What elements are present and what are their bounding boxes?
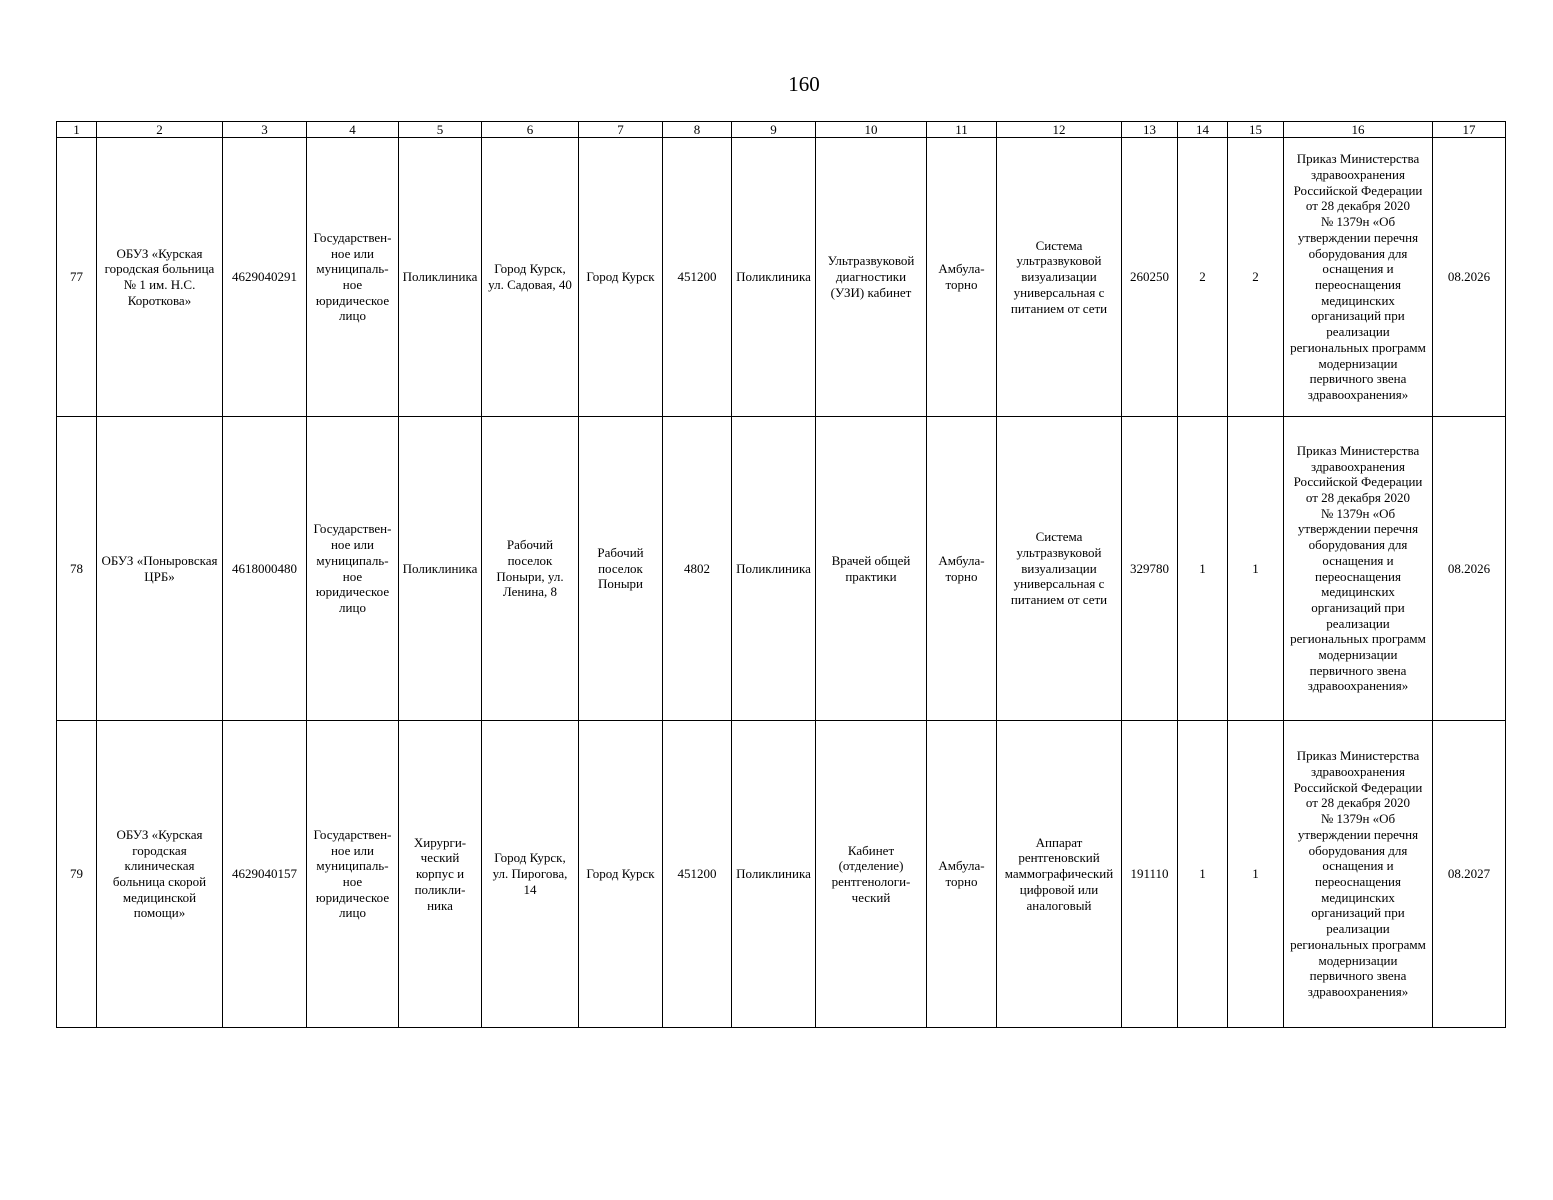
column-number-header: 11 bbox=[927, 122, 997, 138]
building-cell: Поликлиника bbox=[399, 417, 482, 721]
organization-cell: ОБУЗ «Курская городская клиническая больница скорой медицинской помощи» bbox=[97, 721, 223, 1028]
column-number-header: 12 bbox=[997, 122, 1122, 138]
date-cell: 08.2026 bbox=[1433, 138, 1506, 417]
settlement-cell: Город Курск bbox=[579, 138, 663, 417]
column-number-header: 15 bbox=[1228, 122, 1284, 138]
equipment-cell: Система ультразвуковой визуализации универсальная с питанием от сети bbox=[997, 138, 1122, 417]
building-cell: Поликлиника bbox=[399, 138, 482, 417]
building-cell: Хирурги- ческий корпус и поликли- ника bbox=[399, 721, 482, 1028]
unit-type-cell: Поликлиника bbox=[732, 138, 816, 417]
row-number-cell: 77 bbox=[57, 138, 97, 417]
inn-cell: 4629040291 bbox=[223, 138, 307, 417]
equipment-registry-table bbox=[56, 121, 1506, 1028]
department-cell: Врачей общей практики bbox=[816, 417, 927, 721]
column-number-row bbox=[57, 122, 1506, 138]
regulation-cell: Приказ Министерства здравоохранения Российской Федерации от 28 декабря 2020 № 1379н «Об утверждении перечня оборудования для оснащения и переоснащения медицинских организаций при реализации региональных программ модернизации первичного звена здравоохранения» bbox=[1284, 721, 1433, 1028]
quantity-cell: 2 bbox=[1178, 138, 1228, 417]
table-row bbox=[57, 138, 1506, 417]
address-cell: Город Курск, ул. Пирогова, 14 bbox=[482, 721, 579, 1028]
equipment-cell: Система ультразвуковой визуализации универсальная с питанием от сети bbox=[997, 417, 1122, 721]
column-number-header: 8 bbox=[663, 122, 732, 138]
quantity-cell: 1 bbox=[1228, 417, 1284, 721]
address-cell: Город Курск, ул. Садовая, 40 bbox=[482, 138, 579, 417]
legal-form-cell: Государствен- ное или муниципаль- ное юридическое лицо bbox=[307, 721, 399, 1028]
quantity-cell: 2 bbox=[1228, 138, 1284, 417]
settlement-cell: Город Курск bbox=[579, 721, 663, 1028]
column-number-header: 16 bbox=[1284, 122, 1433, 138]
column-number-header: 17 bbox=[1433, 122, 1506, 138]
column-number-header: 10 bbox=[816, 122, 927, 138]
organization-cell: ОБУЗ «Поныровская ЦРБ» bbox=[97, 417, 223, 721]
column-number-header: 2 bbox=[97, 122, 223, 138]
unit-type-cell: Поликлиника bbox=[732, 721, 816, 1028]
population-cell: 451200 bbox=[663, 721, 732, 1028]
equipment-code-cell: 329780 bbox=[1122, 417, 1178, 721]
row-number-cell: 79 bbox=[57, 721, 97, 1028]
legal-form-cell: Государствен- ное или муниципаль- ное юридическое лицо bbox=[307, 417, 399, 721]
quantity-cell: 1 bbox=[1178, 721, 1228, 1028]
page-number: 160 bbox=[788, 72, 820, 96]
column-number-header: 3 bbox=[223, 122, 307, 138]
inn-cell: 4618000480 bbox=[223, 417, 307, 721]
address-cell: Рабочий поселок Поныри, ул. Ленина, 8 bbox=[482, 417, 579, 721]
column-number-header: 4 bbox=[307, 122, 399, 138]
unit-type-cell: Поликлиника bbox=[732, 417, 816, 721]
equipment-code-cell: 260250 bbox=[1122, 138, 1178, 417]
column-number-header: 5 bbox=[399, 122, 482, 138]
date-cell: 08.2027 bbox=[1433, 721, 1506, 1028]
regulation-cell: Приказ Министерства здравоохранения Российской Федерации от 28 декабря 2020 № 1379н «Об утверждении перечня оборудования для оснащения и переоснащения медицинских организаций при реализации региональных программ модернизации первичного звена здравоохранения» bbox=[1284, 417, 1433, 721]
care-conditions-cell: Амбула- торно bbox=[927, 138, 997, 417]
quantity-cell: 1 bbox=[1228, 721, 1284, 1028]
date-cell: 08.2026 bbox=[1433, 417, 1506, 721]
inn-cell: 4629040157 bbox=[223, 721, 307, 1028]
row-number-cell: 78 bbox=[57, 417, 97, 721]
column-number-header: 14 bbox=[1178, 122, 1228, 138]
quantity-cell: 1 bbox=[1178, 417, 1228, 721]
equipment-cell: Аппарат рентгеновский маммографический цифровой или аналоговый bbox=[997, 721, 1122, 1028]
settlement-cell: Рабочий поселок Поныри bbox=[579, 417, 663, 721]
department-cell: Кабинет (отделение) рентгенологи- ческий bbox=[816, 721, 927, 1028]
column-number-header: 7 bbox=[579, 122, 663, 138]
department-cell: Ультразвуковой диагностики (УЗИ) кабинет bbox=[816, 138, 927, 417]
column-number-header: 9 bbox=[732, 122, 816, 138]
legal-form-cell: Государствен- ное или муниципаль- ное юридическое лицо bbox=[307, 138, 399, 417]
care-conditions-cell: Амбула- торно bbox=[927, 721, 997, 1028]
care-conditions-cell: Амбула- торно bbox=[927, 417, 997, 721]
table-row bbox=[57, 721, 1506, 1028]
column-number-header: 1 bbox=[57, 122, 97, 138]
organization-cell: ОБУЗ «Курская городская больница № 1 им. Н.С. Короткова» bbox=[97, 138, 223, 417]
equipment-code-cell: 191110 bbox=[1122, 721, 1178, 1028]
population-cell: 451200 bbox=[663, 138, 732, 417]
column-number-header: 6 bbox=[482, 122, 579, 138]
regulation-cell: Приказ Министерства здравоохранения Российской Федерации от 28 декабря 2020 № 1379н «Об утверждении перечня оборудования для оснащения и переоснащения медицинских организаций при реализации региональных программ модернизации первичного звена здравоохранения» bbox=[1284, 138, 1433, 417]
column-number-header: 13 bbox=[1122, 122, 1178, 138]
population-cell: 4802 bbox=[663, 417, 732, 721]
table-row bbox=[57, 417, 1506, 721]
